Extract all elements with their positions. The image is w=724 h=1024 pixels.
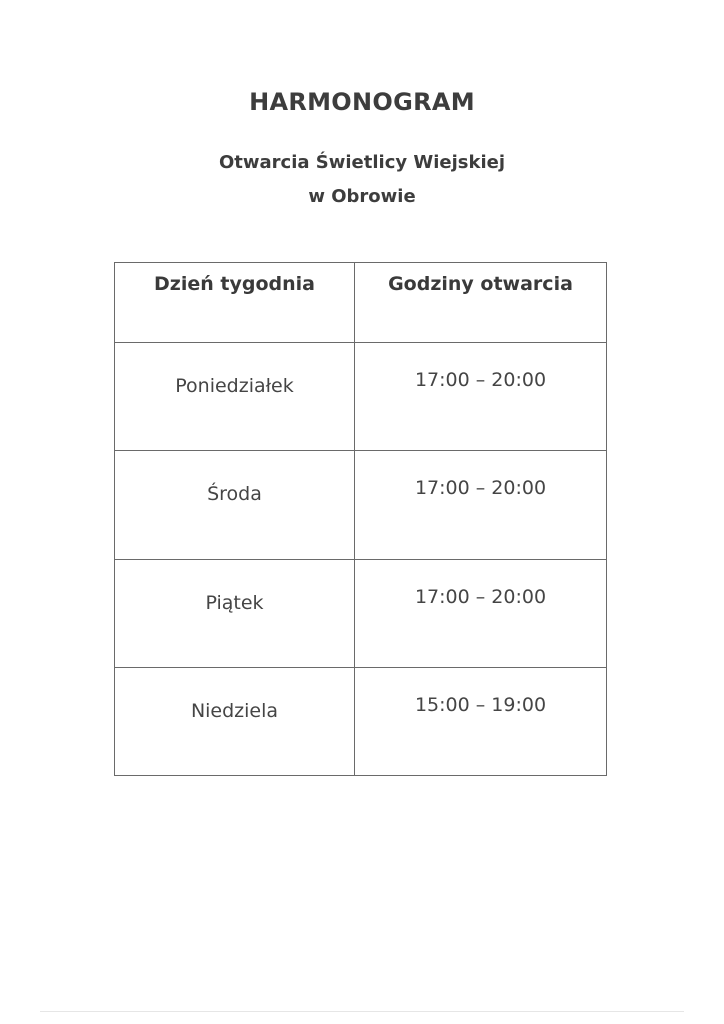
table-row bbox=[115, 667, 607, 775]
header-day-of-week: Dzień tygodnia bbox=[115, 263, 355, 343]
table-row bbox=[115, 343, 607, 451]
day-cell: Piątek bbox=[115, 559, 355, 667]
day-cell: Poniedziałek bbox=[115, 343, 355, 451]
hours-cell: 17:00 – 20:00 bbox=[355, 451, 607, 559]
hours-cell: 15:00 – 19:00 bbox=[355, 667, 607, 775]
document-title: HARMONOGRAM bbox=[249, 88, 475, 116]
page-bottom-edge bbox=[40, 1011, 684, 1012]
table-row bbox=[115, 451, 607, 559]
day-cell: Niedziela bbox=[115, 667, 355, 775]
document-subtitle-line-2: w Obrowie bbox=[308, 186, 416, 207]
header-opening-hours: Godziny otwarcia bbox=[355, 263, 607, 343]
hours-cell: 17:00 – 20:00 bbox=[355, 343, 607, 451]
document-subtitle-line-1: Otwarcia Świetlicy Wiejskiej bbox=[218, 152, 506, 173]
hours-cell: 17:00 – 20:00 bbox=[355, 559, 607, 667]
day-cell: Środa bbox=[115, 451, 355, 559]
table-header-row bbox=[115, 263, 607, 343]
table-row bbox=[115, 559, 607, 667]
opening-hours-table bbox=[114, 262, 607, 776]
